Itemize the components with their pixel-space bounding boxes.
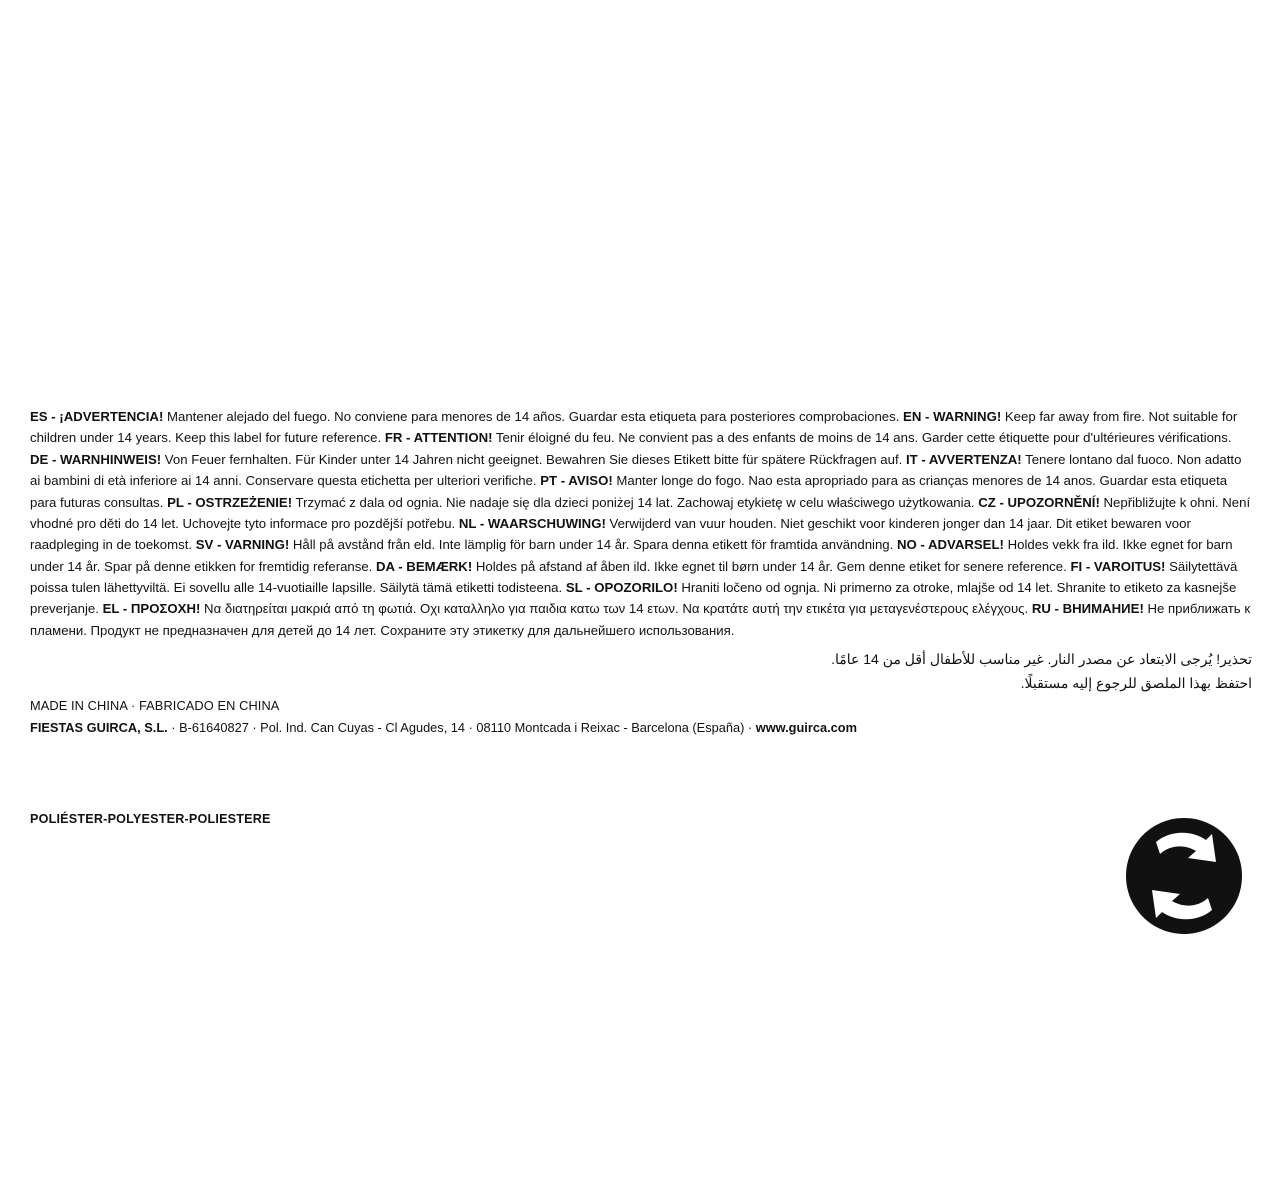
material-composition-line: POLIÉSTER-POLYESTER-POLIESTERE (30, 812, 271, 826)
green-dot-recycling-icon (1126, 818, 1242, 934)
company-name: FIESTAS GUIRCA, S.L. (30, 720, 168, 735)
company-website: www.guirca.com (755, 720, 857, 735)
arabic-warning-text: تحذير! يُرجى الابتعاد عن مصدر النار. غير مناسب للأطفال أقل من 14 عامًا. احتفظ بهذا الملصق للرجوع إليه مستقبلًا. (831, 651, 1252, 691)
company-info-line (30, 720, 857, 735)
multilingual-warning-text: ES - ¡ADVERTENCIA! Mantener alejado del fuego. No conviene para menores de 14 años. Guardar esta etiqueta para posteriores comprobaciones. EN - WARNING! Keep far away from fire. Not suitable for children under 14 years. Keep this label for future reference. FR - ATTENTION! Tenir éloigné du feu. Ne convient pas a des enfants de moins de 14 ans. Garder cette étiquette pour d'ultérieures vérifications. DE - WARNHINWEIS! Von Feuer fernhalten. Für Kinder unter 14 Jahren nicht geeignet. Bewahren Sie dieses Etikett bitte für spätere Rückfragen auf. IT - AVVERTENZA! Tenere lontano dal fuoco. Non adatto ai bambini di età inferiore ai 14 anni. Conservare questa etichetta per ulteriori verifiche. PT - AVISO! Manter longe do fogo. Nao esta apropriado para as crianças menores de 14 anos. Guardar esta etiqueta para futuras consultas. PL - OSTRZEŻENIE! Trzymać z dala od ognia. Nie nadaje się dla dzieci poniżej 14 lat. Zachowaj etykietę w celu właściwego użytkowania. CZ - UPOZORNĚNÍ! Nepřibližujte k ohni. Není vhodné pro děti do 14 let. Uchovejte tyto informace pro pozdější potřebu. NL - WAARSCHUWING! Verwijderd van vuur houden. Niet geschikt voor kinderen jonger dan 14 jaar. Dit etiket bewaren voor raadpleging in de toekomst. SV - VARNING! Håll på avstånd från eld. Inte lämplig för barn under 14 år. Spara denna etikett för framtida användning. NO - ADVARSEL! Holdes vekk fra ild. Ikke egnet for barn under 14 år. Spar på denne etikken for fremtidig referanse. DA - BEMÆRK! Holdes på afstand af åben ild. Ikke egnet til børn under 14 år. Gem denne etiket for senere reference. FI - VAROITUS! Säilytettävä poissa tulen lähettyviltä. Ei sovellu alle 14-vuotiaille lapsille. Säilytä tämä etiketti todisteena. SL - OPOZORILO! Hraniti ločeno od ognja. Ni primerno za otroke, mlajše od 14 let. Shranite to etiketo za kasnejše preverjanje. EL - ΠΡΟΣΟΧΗ! Να διατηρείται μακριά από τη φωτιά. Οχι καταλληλο για παιδια κατω των 14 ετων. Να κρατάτε αυτή την ετικέτα για μεταγενέστερους ελέγχους. RU - ВНИМАНИЕ! Не приближать к пламени. Продукт не предназначен для детей до 14 лет. Сохраните эту этикетку для дальнейшего использования. (30, 409, 1251, 638)
made-in-line: MADE IN CHINA · FABRICADO EN CHINA (30, 698, 280, 713)
company-address: · B-61640827 · Pol. Ind. Can Cuyas - Cl Agudes, 14 · 08110 Montcada i Reixac - Barcelona (España) · (167, 720, 756, 735)
